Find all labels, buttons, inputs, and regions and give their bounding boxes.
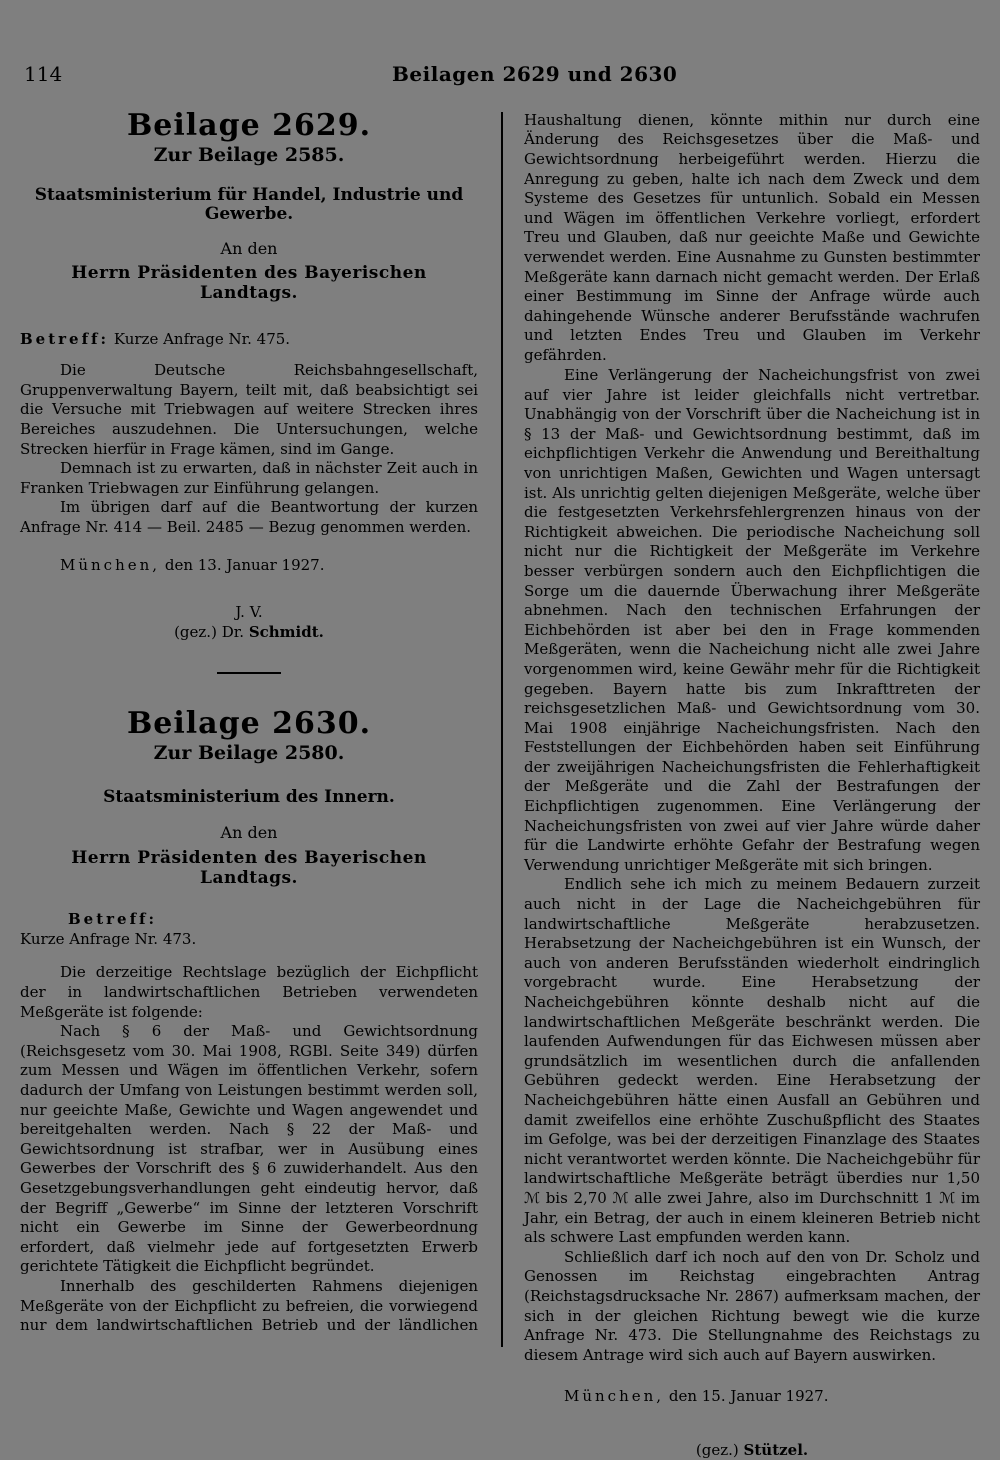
running-title: Beilagen 2629 und 2630 [392, 62, 678, 86]
betreff-label: Betreff: [68, 910, 158, 929]
column-rule [501, 112, 503, 1347]
beilage-2630-betreff-text: Kurze Anfrage Nr. 473. [20, 929, 197, 948]
beilage-2629-subtitle: Zur Beilage 2585. [153, 144, 345, 166]
beilage-2630-paragraph-4: Eine Verlängerung der Nacheichungsfrist von zwei auf vier Jahre ist leider gleichfalls nicht vertretbar. Unabhängig von der Vorschrift über die Nacheichung ist in § 13 der Maß- und Gewichtsordnung bestimmt, daß im eichpflichtigen Verkehr die Anwendung und Bereithaltung von unrichtigen Maßen, Gewichten und Wagen untersagt ist. Als unrichtig gelten diejenigen Meßgeräte, welche über die festgesetzten Verkehrsfehlergrenzen hinaus von der Richtigkeit abweichen. Die periodische Nacheichung soll nicht nur die Richtigkeit der Meßgeräte im Verkehre besser verbürgen sondern auch den Eichpflichtigen die Sorge um die dauernde Überwachung ihrer Meßgeräte abnehmen. Nach den technischen Erfahrungen der Eichbehörden ist aber bei den in Frage kommenden Meßgeräten, wenn die Nacheichung nicht alle zwei Jahre vorgenommen wird, keine Gewähr mehr für die Richtigkeit gegeben. Bayern hatte bis zum Inkrafttreten der reichsgesetzlichen Maß- und Gewichtsordnung vom 30. Mai 1908 einjährige Nacheichungsfristen. Nach den Feststellungen der Eichbehörden haben seit Einführung der zweijährigen Nacheichungsfristen die Fehlerhaftigkeit der Meßgeräte und die Zahl der Bestrafungen der Eichpflichtigen zugenommen. Eine Verlängerung der Nacheichungsfristen von zwei auf vier Jahre würde daher für die Landwirte erhöhte Gefahr der Bestrafung wegen Verwendung unrichtiger Meßgeräte mit sich bringen. [524, 366, 980, 874]
beilage-2629-paragraph-2: Demnach ist zu erwarten, daß in nächster Zeit auch in Franken Triebwagen zur Einführung gelangen. [20, 459, 478, 497]
beilage-2629-title: Beilage 2629. [126, 108, 372, 143]
paragraph-3-continuation-text: Haushaltung dienen, könnte mithin nur durch eine Änderung des Reichsgesetzes über die Maß- und Gewichtsordnung herbeigeführt werden. Hierzu die Anregung zu geben, halte ich nach dem Zweck und dem Systeme des Gesetzes für untunlich. Sobald ein Messen und Wägen im öffentlichen Verkehre vorliegt, erfordert Treu und Glauben, daß nur geeichte Maße und Gewichte verwendet werden. Eine Ausnahme zu Gunsten bestimmter Meßgeräte kann darnach nicht gemacht werden. Der Erlaß einer Bestimmung im Sinne der Anfrage würde auch dahingehende Wünsche anderer Berufsstände wachrufen und letzten Endes Treu und Glauben im Verkehr gefährden. [524, 110, 980, 364]
left-column [20, 108, 478, 1335]
beilage-2630-subtitle: Zur Beilage 2580. [153, 742, 345, 765]
signature-prefix: (gez.) [695, 1440, 739, 1459]
betreff-text: Kurze Anfrage Nr. 475. [113, 329, 291, 348]
betreff-label: Betreff: [20, 329, 110, 348]
right-column [524, 110, 980, 1460]
date-place: München, [564, 1387, 665, 1406]
beilage-2629-signature [20, 623, 478, 643]
beilage-2630-paragraph-5: Endlich sehe ich mich zu meinem Bedauern zurzeit auch nicht in der Lage die Nacheichgebühren für landwirtschaftliche Meßgeräte herabzusetzen. Herabsetzung der Nacheichgebühren ist ein Wunsch, der auch von anderen Berufsständen wiederholt eindringlich vorgebracht wurde. Eine Herabsetzung der Nacheichgebühren könnte deshalb nicht auf die landwirtschaftlichen Meßgeräte beschränkt werden. Die laufenden Aufwendungen für das Eichwesen müssen aber grundsätzlich im wesentlichen durch die anfallenden Gebühren gedeckt werden. Eine Herabsetzung der Nacheichgebühren hätte einen Ausfall an Gebühren und damit zweifellos eine erhöhte Zuschußpflicht des Staates im Gefolge, was bei der derzeitigen Finanzlage des Staates nicht verantwortet werden könnte. Die Nacheichgebühr für landwirtschaftliche Meßgeräte beträgt überdies nur 1,50 ℳ bis 2,70 ℳ alle zwei Jahre, also im Durchschnitt 1 ℳ im Jahr, ein Betrag, der auch in einem kleineren Betrieb nicht als schwere Last empfunden werden kann. [524, 875, 980, 1247]
beilage-2629-an: An den [220, 238, 278, 258]
beilage-2629-date [20, 556, 478, 576]
beilage-2630-paragraph-1: Die derzeitige Rechtslage bezüglich der Eichpflicht der in landwirtschaftlichen Betrieben verwendeten Meßgeräte ist folgende: [20, 963, 478, 1021]
date-text: den 15. Januar 1927. [668, 1387, 829, 1406]
signature-name: Stützel. [743, 1440, 809, 1459]
beilage-2630-betreff-label [20, 910, 478, 930]
signature-prefix: (gez.) Dr. [174, 622, 245, 641]
beilage-2629-ministry: Staatsministerium für Handel, Industrie und Gewerbe. [34, 184, 464, 225]
beilage-2630-title: Beilage 2630. [126, 706, 372, 742]
beilage-2630-paragraph-6: Schließlich darf ich noch auf den von Dr. Scholz und Genossen im Reichstag eingebrachten Antrag (Reichstagsdrucksache Nr. 2867) aufmerksam machen, der sich in der gleichen Richtung bewegt wie die kurze Anfrage Nr. 473. Die Stellungnahme des Reichstags zu diesem Antrage wird sich auch auf Bayern auswirken. [524, 1247, 980, 1364]
beilage-2630-paragraph-3-continuation [524, 110, 980, 366]
beilage-2629-paragraph-3: Im übrigen darf auf die Beantwortung der kurzen Anfrage Nr. 414 — Beil. 2485 — Bezug genommen werden. [20, 498, 478, 536]
beilage-2630-an: An den [220, 823, 278, 843]
beilage-2630-signature [524, 1441, 980, 1460]
date-text: den 13. Januar 1927. [164, 555, 325, 574]
page-number: 114 [24, 62, 63, 86]
beilage-2629-paragraph-1: Die Deutsche Reichsbahngesellschaft, Gruppenverwaltung Bayern, teilt mit, daß beabsichtigt sei die Versuche mit Triebwagen auf weitere Strecken ihres Bereiches auszudehnen. Die Untersuchungen, welche Strecken hierfür in Frage kämen, sind im Gange. [20, 361, 478, 458]
beilage-2629-recipient: Herrn Präsidenten des Bayerischen Landtags. [71, 263, 427, 303]
beilage-2630-date [524, 1387, 980, 1407]
beilage-2630-recipient: Herrn Präsidenten des Bayerischen Landtags. [71, 848, 427, 888]
beilage-2630-paragraph-2: Nach § 6 der Maß- und Gewichtsordnung (Reichsgesetz vom 30. Mai 1908, RGBl. Seite 349) dürfen zum Messen und Wägen im öffentlichen Verkehr, sofern dadurch der Umfang von Leistungen bestimmt werden soll, nur geeichte Maße, Gewichte und Wagen angewendet und bereitgehalten werden. Nach § 22 der Maß- und Gewichtsordnung ist strafbar, wer in Ausübung eines Gewerbes der Vorschrift des § 6 zuwiderhandelt. Aus den Gesetzgebungsverhandlungen geht eindeutig hervor, daß der Begriff „Gewerbe“ im Sinne der letzteren Vorschrift nicht ein Gewerbe im Sinne der Gewerbeordnung erfordert, daß vielmehr jede auf fortgesetzten Erwerb gerichtete Tätigkeit die Eichpflicht begründet. [20, 1022, 478, 1276]
beilage-2629-betreff [20, 330, 478, 350]
date-place: München, [60, 555, 161, 574]
beilage-2629-iv: J. V. [235, 603, 263, 622]
beilage-2630-ministry: Staatsministerium des Innern. [103, 786, 395, 807]
signature-name: Schmidt. [248, 622, 324, 641]
beilage-2630-paragraph-3-start: Innerhalb des geschilderten Rahmens diejenigen Meßgeräte von der Eichpflicht zu befreien, die vorwiegend nur dem landwirtschaftlichen Betrieb und der ländlichen [20, 1276, 478, 1335]
